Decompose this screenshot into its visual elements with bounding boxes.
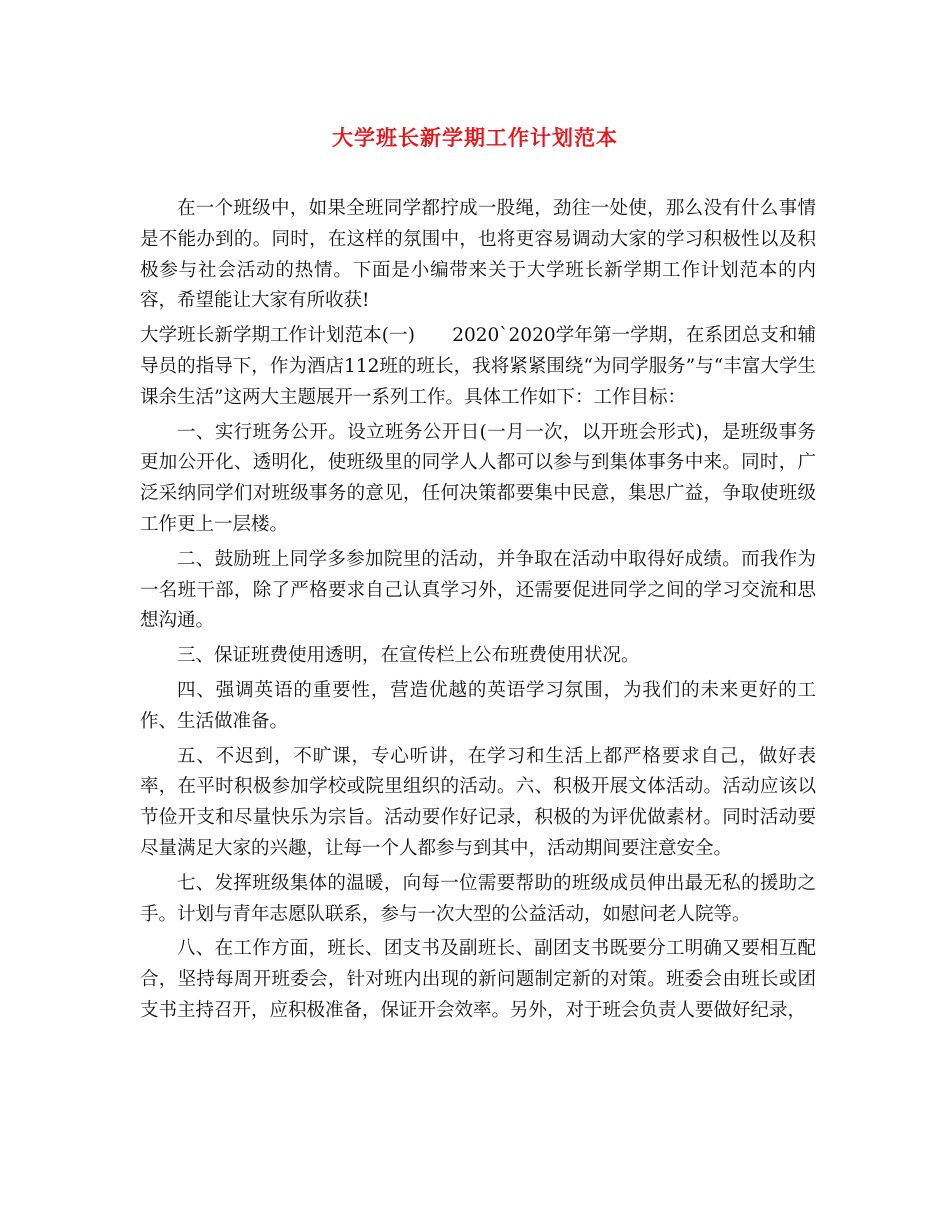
paragraph-item-1: 一、实行班务公开。设立班务公开日(一月一次，以开班会形式)，是班级事务更加公开化、透明化，使班级里的同学人人都可以参与到集体事务中来。同时，广泛采纳同学们对班级事务的意见，任何决策都要集中民意，集思广益，争取使班级工作更上一层楼。 [140, 421, 816, 535]
paragraph-item-3: 三、保证班费使用透明，在宣传栏上公布班费使用状况。 [177, 645, 640, 667]
document-body [140, 194, 816, 1031]
paragraph-item-2: 二、鼓励班上同学多参加院里的活动，并争取在活动中取得好成绩。而我作为一名班干部，除了严格要求自己认真学习外，还需要促进同学之间的学习交流和思想沟通。 [140, 548, 816, 632]
paragraph-item-8: 八、在工作方面，班长、团支书及副班长、副团支书既要分工明确又要相互配合，坚持每周开班委会，针对班内出现的新问题制定新的对策。班委会由班长或团支书主持召开，应积极准备，保证开会效率。另外，对于班会负责人要做好纪录， [140, 938, 816, 1021]
document-title: 大学班长新学期工作计划范本 [332, 125, 618, 150]
paragraph-intro: 在一个班级中，如果全班同学都拧成一股绳，劲往一处使，那么没有什么事情是不能办到的。同时，在这样的氛围中，也将更容易调动大家的学习积极性以及积极参与社会活动的热情。下面是小编带来关于大学班长新学期工作计划范本的内容，希望能让大家有所收获! [140, 198, 816, 312]
paragraph-item-7: 七、发挥班级集体的温暖，向每一位需要帮助的班级成员伸出最无私的援助之手。计划与青年志愿队联系，参与一次大型的公益活动，如慰问老人院等。 [140, 872, 816, 925]
paragraph-item-4: 四、强调英语的重要性，营造优越的英语学习氛围，为我们的未来更好的工作、生活做准备。 [140, 679, 816, 732]
paragraph-plan-heading: 大学班长新学期工作计划范本(一) 2020`2020学年第一学期，在系团总支和辅导员的指导下，作为酒店112班的班长，我将紧紧围绕“为同学服务”与“丰富大学生课余生活”这两大主题展开一系列工作。具体工作如下：工作目标： [140, 325, 816, 408]
paragraph-item-5-6: 五、不迟到，不旷课，专心听讲，在学习和生活上都严格要求自己，做好表率，在平时积极参加学校或院里组织的活动。六、积极开展文体活动。活动应该以节俭开支和尽量快乐为宗旨。活动要作好记录，积极的为评优做素材。同时活动要尽量满足大家的兴趣，让每一个人都参与到其中，活动期间要注意安全。 [140, 745, 816, 859]
